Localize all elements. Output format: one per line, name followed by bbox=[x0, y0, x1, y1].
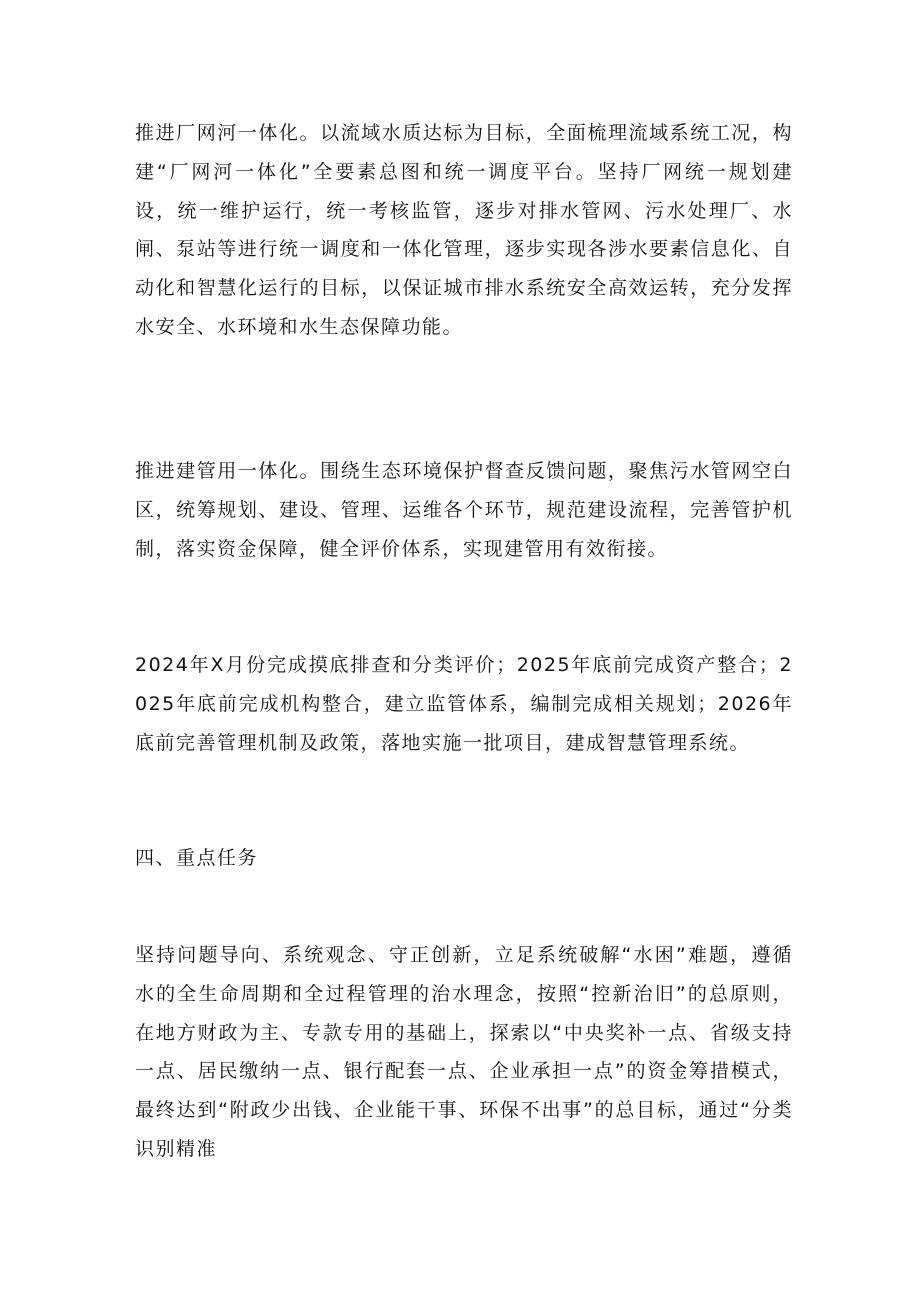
paragraph-key-tasks-body: 坚持问题导向、系统观念、守正创新，立足系统破解“水困”难题，遵循水的全生命周期和全过程管理的治水理念，按照“控新治旧”的总原则，在地方财政为主、专款专用的基础上，探索以“中央奖补一点、省级支持一点、居民缴纳一点、银行配套一点、企业承担一点”的资金筹措模式，最终达到“附政少出钱、企业能干事、环保不出事”的总目标，通过“分类识别精准 bbox=[135, 944, 793, 1160]
paragraph-build-manage-use-integration: 推进建管用一体化。围绕生态环境保护督查反馈问题，聚焦污水管网空白区，统筹规划、建设、管理、运维各个环节，规范建设流程，完善管护机制，落实资金保障，健全评价体系，实现建管用有效衔接。 bbox=[135, 460, 793, 560]
paragraph-plant-network-river-integration: 推进厂网河一体化。以流域水质达标为目标，全面梳理流域系统工况，构建“厂网河一体化”全要素总图和统一调度平台。坚持厂网统一规划建设，统一维护运行，统一考核监管，逐步对排水管网、污水处理厂、水闸、泵站等进行统一调度和一体化管理，逐步实现各涉水要素信息化、自动化和智慧化运行的目标，以保证城市排水系统安全高效运转，充分发挥水安全、水环境和水生态保障功能。 bbox=[135, 122, 793, 338]
section-heading-key-tasks: 四、重点任务 bbox=[135, 847, 259, 869]
paragraph-timeline-milestones: 2024年X月份完成摸底排查和分类评价；2025年底前完成资产整合；2025年底前完成机构整合，建立监管体系，编制完成相关规划；2026年底前完善管理机制及政策，落地实施一批项目，建成智慧管理系统。 bbox=[135, 654, 793, 754]
